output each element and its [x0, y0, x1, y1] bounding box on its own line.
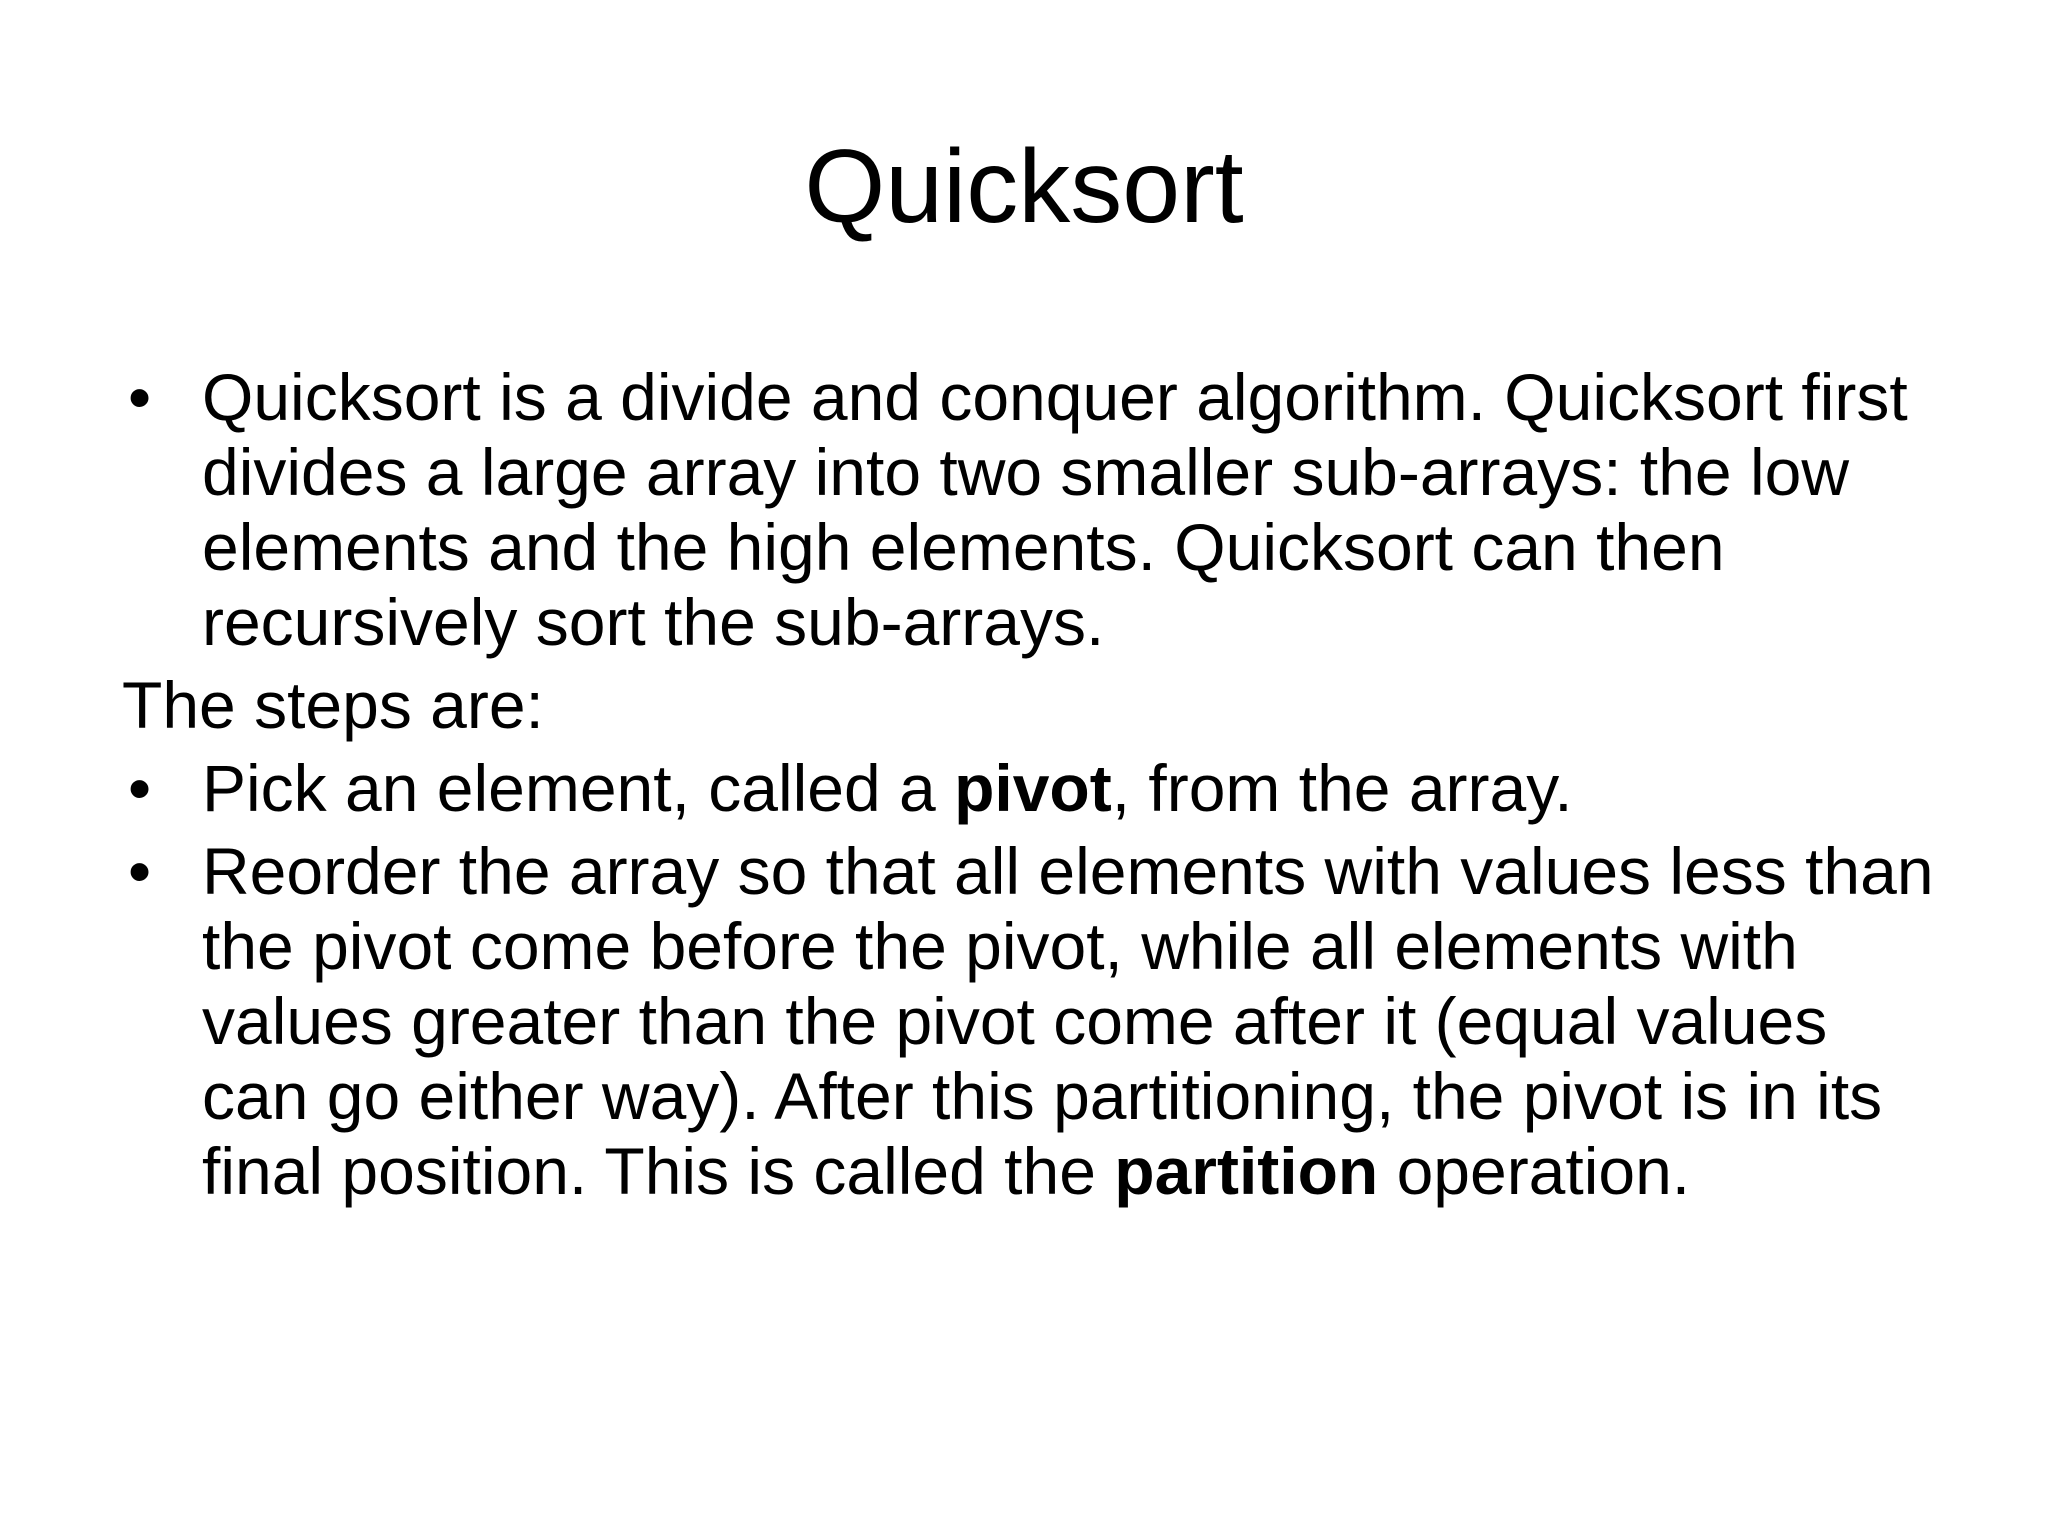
bullet-icon: •	[128, 834, 152, 908]
bullet-item-step-1	[122, 751, 1942, 826]
slide-body	[122, 360, 1942, 1209]
bullet-item-intro	[122, 360, 1942, 660]
bullet-icon: •	[128, 360, 152, 434]
bullet-item-step-2	[122, 834, 1942, 1209]
intro-text: Quicksort is a divide and conquer algorithm. Quicksort first divides a large array into two smaller sub-arrays: the low elements and the high elements. Quicksort can then recursively sort the sub-arrays.	[202, 360, 1908, 659]
step-2-text-before: Reorder the array so that all elements with values less than the pivot come before the pivot, while all elements with values greater than the pivot come after it (equal values can go either way). After this partitioning, the pivot is in its final position. This is called the	[202, 834, 1934, 1208]
step-1-bold-term: pivot	[954, 751, 1112, 825]
step-1-text-after: , from the array.	[1111, 751, 1573, 825]
slide-title: Quicksort	[804, 129, 1244, 245]
step-2-text-after: operation.	[1378, 1134, 1691, 1208]
steps-intro: The steps are:	[122, 668, 544, 742]
step-1-text-before: Pick an element, called a	[202, 751, 955, 825]
step-2-bold-term: partition	[1114, 1134, 1379, 1208]
bullet-icon: •	[128, 751, 152, 825]
